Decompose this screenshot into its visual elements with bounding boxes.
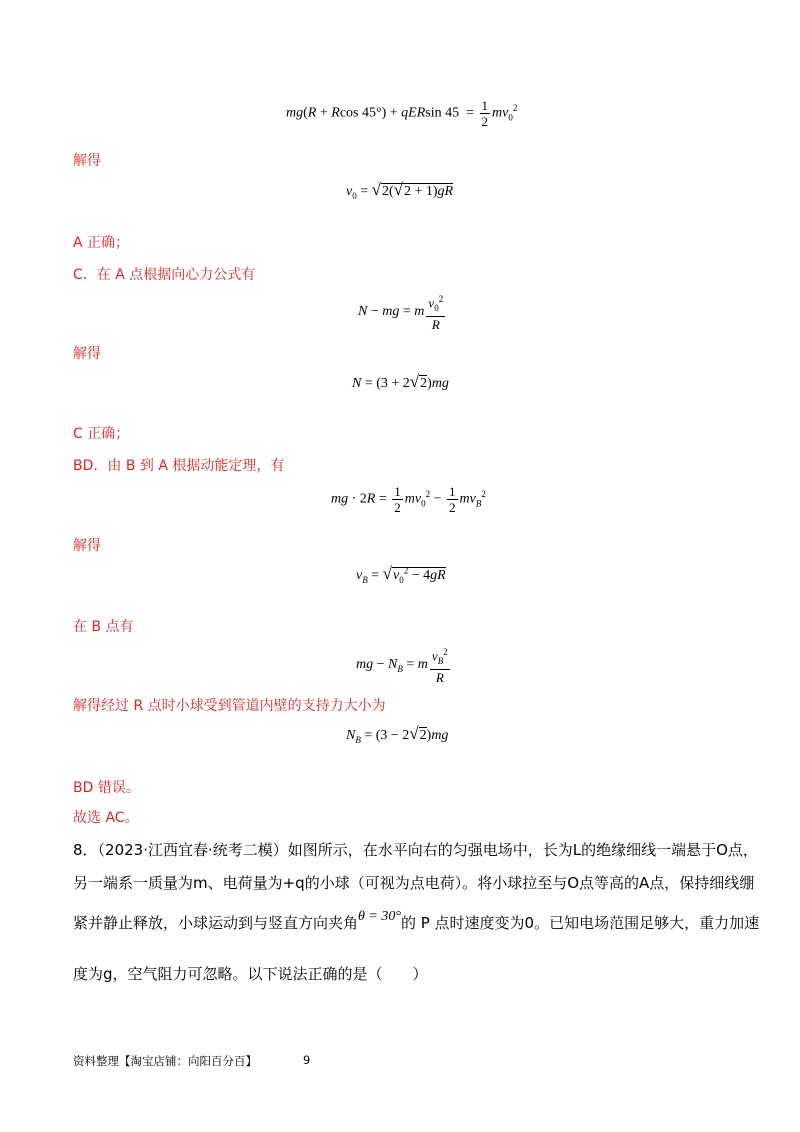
theta-expression: θ = 30° (358, 909, 401, 924)
page-number: 9 (303, 1053, 311, 1067)
text-jiede-1: 解得 (73, 153, 101, 169)
text-at-b: 在 B 点有 (73, 619, 134, 635)
text-a-correct: A 正确； (73, 235, 130, 251)
equation-centripetal-b: mg − $N_B = m$ $\frac{v_B^2}{R}$ (356, 647, 448, 685)
text-choose-ac: 故选 AC。 (73, 810, 139, 826)
question-line-2: 另一端系一质量为m、电荷量为+q的小球（可视为点电荷）。将小球拉至与O点等高的A点，保持细线绷 (73, 874, 755, 892)
question-line-4: 度为g，空气阻力可忽略。以下说法正确的是（ ） (73, 965, 428, 983)
text-bd-intro: BD．由 B 到 A 根据动能定理，有 (73, 458, 285, 474)
text-c-intro: C．在 A 点根据向心力公式有 (73, 267, 256, 283)
question-line-3-start: 紧并静止释放，小球运动到与竖直方向夹角 (73, 914, 359, 932)
question-line-1: 8．（2023·江西宜春·统考二模）如图所示，在水平向右的匀强电场中，长为L的绝缘细线一端悬于O点， (73, 841, 758, 859)
question-line-3-end: 的 P 点时速度变为0。已知电场范围足够大，重力加速 (400, 914, 760, 932)
text-jiede-3: 解得 (73, 538, 101, 554)
equation-nb: $N_B = (3 - 2√2)mg$ (346, 724, 449, 745)
text-bd-wrong: BD 错误。 (73, 780, 140, 796)
equation-vb: $v_B = √v_0^2 - 4gR$ (356, 564, 446, 585)
footer-source: 资料整理【淘宝店铺：向阳百分百】 (73, 1054, 257, 1068)
text-jiede-2: 解得 (73, 346, 101, 362)
equation-v0: $v_0 = √2(√2 + 1)gR$ (346, 180, 454, 201)
equation-work-energy: mg · 2R = $\frac{1}{2}$ $mv_0^2$ − $\frac{1}{2}$ $mv_B^2$ (331, 484, 486, 515)
equation-n: N = (3 + 2√2)mg (352, 372, 449, 391)
text-c-correct: C 正确； (73, 426, 130, 442)
equation-centripetal-a: N − mg = m $\frac{v_0^2}{R}$ (358, 294, 444, 332)
equation-energy: mg(R + Rcos 45°) + qERsin 45 = $\frac{1}{2}$ $mv_0^2$ (286, 98, 518, 129)
text-support-force: 解得经过 R 点时小球受到管道内壁的支持力大小为 (73, 698, 386, 714)
question-line-3 (73, 909, 760, 933)
